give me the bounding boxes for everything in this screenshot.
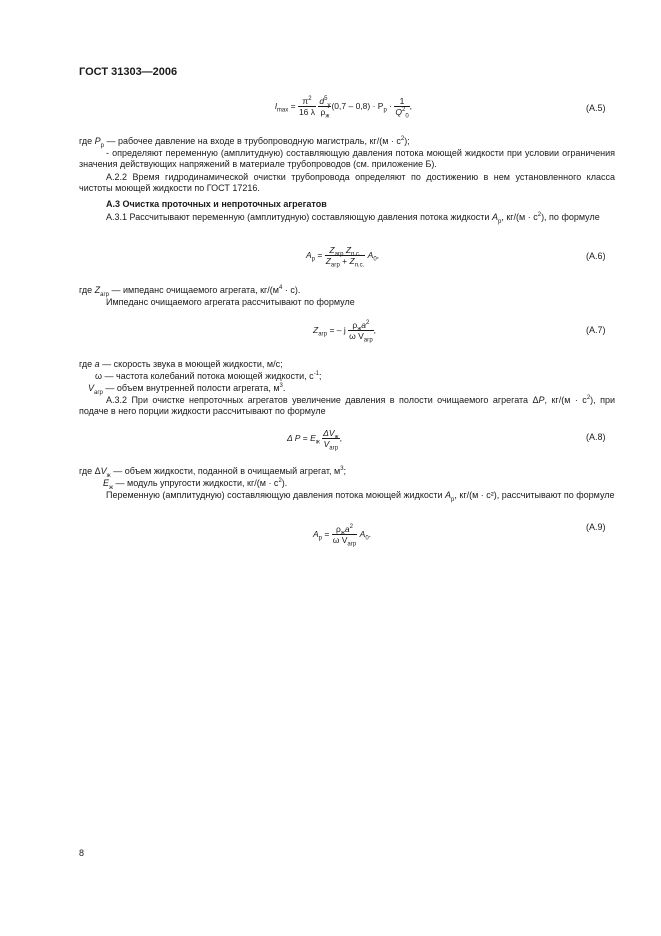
equation-a8: Δ $P = E_ж$ $\Delta V_ж$ $V_{агр}$ , [287,428,342,452]
equation-number-a7: (А.7) [586,325,606,335]
paragraph-a22: А.2.2 Время гидродинамической очистки трубопровода определяют по достижению в нем установленного класса чистоты моющей жидкости по ГОСТ 17216. [79,172,615,193]
equation-number-a8: (А.8) [586,432,606,442]
equation-number-a5: (А.5) [586,103,606,113]
equation-a7: $Z_{агр}$ = – j $\rho_жa^2$ ω $V_{агр}$ , [313,320,377,344]
equation-number-a6: (А.6) [586,251,606,261]
paragraph-impedance-formula: Импеданс очищаемого агрегата рассчитывают по формуле [106,297,355,307]
equation-a6: $A_р$ = $Z_{агр}$ $Z_{п.с.}$ $Z_{агр} + Z_{п.с.}$ $A_0$, [306,245,380,269]
equation-a5: $l_{max}$ = $\frac{\pi^2}{16 \lambda}$ $d^5_у$ $\rho_ж$ $(0,7 - 0,8) \cdot P_р$ · $\frac{1}{Q^2_0}$ , [275,96,413,120]
paragraph-liquid-volume: где $\Delta V_ж$ — объем жидкости, поданной в очищаемый агрегат, $м^3$; [79,466,347,479]
equation-a9: $A_р$ = $\rho_жa^2$ ω $V_{агр}$ $A_0$. [313,524,372,548]
paragraph-a31: А.3.1 Рассчитывают переменную (амплитудную) составляющую давления потока жидкости $A_р$, $кг/(м \cdot с^2)$, по формуле [106,212,600,225]
paragraph-amplitude-calc: Переменную (амплитудную) составляющую давления потока моющей жидкости $A_р$, кг/(м · с²), рассчитывают по формуле [106,490,615,503]
section-a3-title: А.3 Очистка проточных и непроточных агрегатов [106,199,327,209]
equation-number-a9: (А.9) [586,522,606,532]
paragraph-impedance-definition: где $Z_{агр}$ — импеданс очищаемого агрегата, $кг/(м^4 \cdot с)$. [79,285,301,298]
page-number: 8 [79,848,85,858]
paragraph-volume: $V_{агр}$ — объем внутренней полости агрегата, $м^3$. [88,383,286,396]
paragraph-pressure-definition: где $P_р$ — рабочее давление на входе в трубопроводную магистраль, $кг/(м \cdot с^2)$; [79,136,410,149]
paragraph-a32: А.3.2 При очистке непроточных агрегатов увеличение давления в полости очищаемого агрегата ΔP, $кг/(м \cdot с^2)$, при подаче в него порции жидкости рассчитывают по формуле [79,395,616,416]
paragraph-frequency: ω — частота колебаний потока моющей жидкости, $с^{-1}$; [95,371,322,381]
paragraph-sound-speed: где a — скорость звука в моющей жидкости, м/с; [79,359,283,369]
paragraph-amplitude-condition: - определяют переменную (амплитудную) составляющую давления потока моющей жидкости при условии ограничения значения действующих напряжений в материале трубопроводов (см. приложение Б). [79,148,615,169]
paragraph-elasticity: $E_ж$ — модуль упругости жидкости, $кг/(м \cdot с^2)$. [103,478,288,491]
document-header: ГОСТ 31303—2006 [79,66,178,78]
